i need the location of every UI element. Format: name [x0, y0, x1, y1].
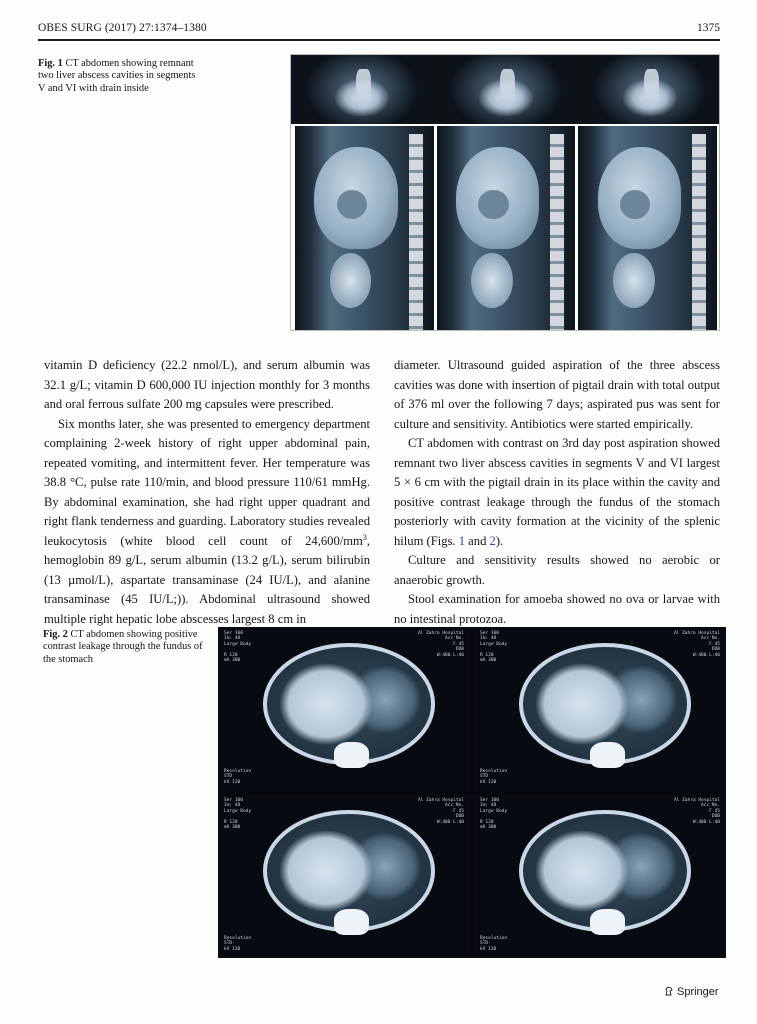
- figure1-caption-text: CT abdomen showing remnant two liver abscess cavities in segments V and VI with drain inside: [38, 58, 196, 94]
- figure1-caption: [38, 58, 198, 95]
- coronal-ct-slice: [291, 55, 433, 124]
- page-number: 1375: [697, 22, 720, 34]
- paragraph: Stool examination for amoeba showed no ova or larvae with no intestinal protozoa.: [394, 592, 720, 626]
- figure2-ct-image: [218, 627, 726, 958]
- coronal-ct-slice: [435, 55, 577, 124]
- sagittal-ct-slice: [437, 126, 576, 331]
- figure-ref-1[interactable]: 1: [458, 533, 466, 548]
- paragraph: diameter. Ultrasound guided aspiration of the three abscess cavities was done with insertion of pigtail drain with total output of 376 ml over the following 7 days; aspirated pus was sent for culture and sensitivity. Antibiotics were started empirically.: [394, 358, 720, 431]
- axial-ct-panel: Ser 100 Im: 48 Large Body R 120 mA 300 Al Zahra Hospital Acc No. F 45 DOB W:400 L:40 Resolution STD kV 120: [218, 794, 470, 958]
- header-rule: [38, 39, 720, 41]
- coronal-ct-slice: [579, 55, 720, 124]
- sagittal-ct-slice: [578, 126, 717, 331]
- body-column-right: [394, 356, 720, 629]
- figure2-caption-text: CT abdomen showing positive contrast leakage through the fundus of the stomach: [43, 629, 203, 665]
- publisher-name: Springer: [677, 986, 719, 998]
- figure1-ct-image: [290, 54, 720, 331]
- paragraph: Culture and sensitivity results showed no aerobic or anaerobic growth.: [394, 553, 720, 587]
- axial-ct-panel: Ser 100 Im: 48 Large Body R 120 mA 300 Al Zahra Hospital Acc No. F 45 DOB W:400 L:40 Resolution STD kV 120: [474, 627, 726, 791]
- paragraph: Six months later, she was presented to emergency department complaining 2-week history of right upper abdominal pain, repeated vomiting, and intermittent fever. Her temperature was 38.8 °C, pulse rate 110/min, and blood pressure 110/61 mmHg. By abdominal examination, she had right upper quadrant and right flank tenderness and guarding. Laboratory studies revealed leukocytosis (white blood cell count of $24,600/mm^3$, hemoglobin 89 g/L, serum albumin (13.2 g/L), serum bilirubin (13 µmol/L), aspartate transaminase (24 IU/L), and alanine transaminase (45 IU/L;)). Abdominal ultrasound showed multiple right hepatic lobe abscesses largest 8 cm in: [44, 416, 370, 626]
- running-header: [38, 22, 720, 40]
- body-column-left: [44, 356, 370, 629]
- coronal-ct-row: [291, 55, 720, 124]
- axial-ct-panel: Ser 100 Im: 48 Large Body R 120 mA 300 Al Zahra Hospital Acc No. F 45 DOB W:400 L:40 Resolution STD kV 120: [218, 627, 470, 791]
- paragraph: CT abdomen with contrast on 3rd day post aspiration showed remnant two liver abscess cavities in segments V and VI largest 5 × 6 cm with the pigtail drain in its place within the cavity and positive contrast leakage through the fundus of the stomach posteriorly with cavity formation at the vicinity of the splenic hilum (Figs. 1 and 2).: [394, 436, 720, 548]
- sagittal-ct-slice: [295, 126, 434, 331]
- figure2-caption: [43, 629, 203, 666]
- journal-citation: OBES SURG (2017) 27:1374–1380: [38, 22, 207, 34]
- figure1-label: Fig. 1: [38, 58, 63, 69]
- publisher-logo: [664, 986, 719, 998]
- figure2-label: Fig. 2: [43, 629, 68, 640]
- axial-ct-panel: Ser 100 Im: 48 Large Body R 120 mA 300 Al Zahra Hospital Acc No. F 45 DOB W:400 L:40 Resolution STD kV 120: [474, 794, 726, 958]
- springer-horse-icon: [664, 986, 674, 996]
- figure-ref-2[interactable]: 2: [489, 533, 496, 548]
- paragraph: vitamin D deficiency (22.2 nmol/L), and serum albumin was 32.1 g/L; vitamin D 600,000 IU injection monthly for 3 months and oral ferrous sulfate 200 mg capsules were prescribed.: [44, 358, 370, 411]
- sagittal-ct-row: [295, 126, 717, 331]
